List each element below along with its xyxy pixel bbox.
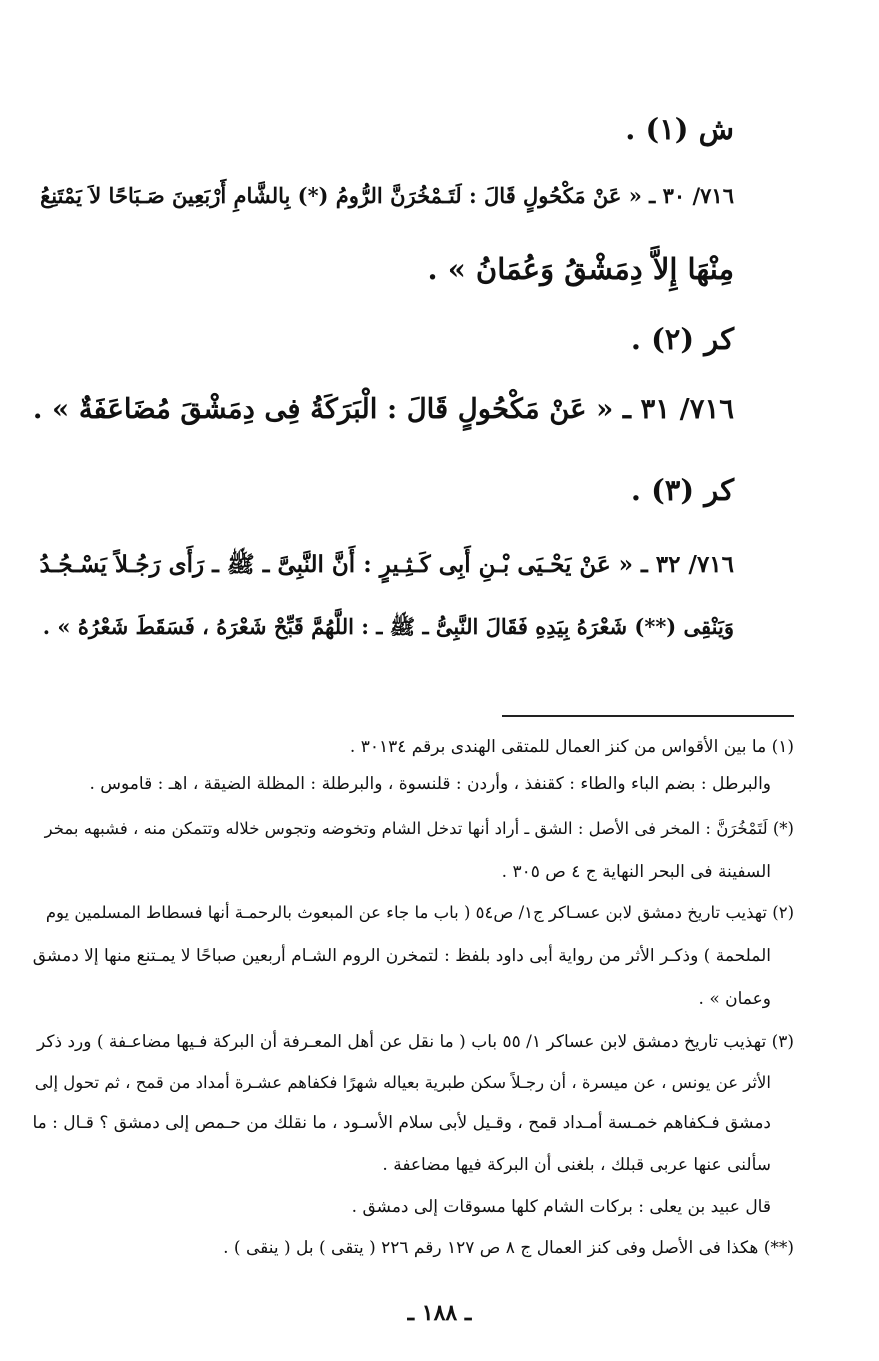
footnote-3-line-1: (٣) تهذيب تاريخ دمشق لابن عساكر ١/ ٥٥ باب ( ما نقل عن أهل المعـرفة أن البركة فـيها مضاعـفة ) ورد ذكر — [37, 1032, 794, 1052]
footnote-2-line-1: (٢) تهذيب تاريخ دمشق لابن عسـاكر ج١/ ص٥٤ ( باب ما جاء عن المبعوث بالرحمـة أنها فسطاط المسلمين يوم — [45, 903, 794, 922]
reference-line-1: ش (١) . — [625, 112, 734, 146]
hadith-32-line-1: ٧١٦/ ٣٢ ـ « عَنْ يَحْـيَى بْـنِ أَبِى كَـثِـيرٍ : أَنَّ النَّبِىَّ ـ ﷺ ـ رَأَى رَجُـلاً يَسْـجُـدُ — [39, 551, 734, 578]
footnote-1-continuation: والبرطل : بضم الباء والطاء : كقنفذ ، وأردن : قلنسوة ، والبرطلة : المظلة الضيقة ، اهـ : قاموس . — [89, 774, 771, 794]
footnote-1: (١) ما بين الأقواس من كنز العمال للمتقى الهندى برقم ٣٠١٣٤ . — [349, 737, 794, 757]
page-number: ـ ١٨٨ ـ — [407, 1300, 472, 1326]
footnote-3-line-3: دمشق فـكفاهم خمـسة أمـداد قمح ، وقـيل لأبى سلام الأسـود ، ما نقلك من حـمص إلى دمشق ؟ قـال : ما — [32, 1113, 771, 1133]
footnote-3-line-5: قال عبيد بن يعلى : بركات الشام كلها مسوقات إلى دمشق . — [351, 1197, 771, 1217]
hadith-32-line-2: وَيَنْقِى (**) شَعْرَهُ بِيَدِهِ فَقَالَ النَّبِىُّ ـ ﷺ ـ : اللَّهُمَّ قَبِّحْ شَعْرَهُ ، فَسَقَطَ شَعْرُهُ » . — [42, 614, 734, 639]
hadith-30-line-2: مِنْهَا إِلاَّ دِمَشْقُ وَعُمَانُ » . — [427, 252, 734, 286]
reference-line-3: كر (٣) . — [630, 473, 734, 507]
reference-line-2: كر (٢) . — [630, 322, 734, 356]
hadith-31-line-1: ٧١٦/ ٣١ ـ « عَنْ مَكْحُولٍ قَالَ : الْبَرَكَةُ فِى دِمَشْقَ مُضَاعَفَةٌ » . — [32, 393, 734, 425]
footnote-star-line-1: (*) لَتَمْخُرَنَّ : المخر فى الأصل : الشق ـ أراد أنها تدخل الشام وتخوضه وتجوس خلاله وتتمكن منه ، فشبهه بمخر — [44, 819, 794, 838]
footnote-3-line-4: سألنى عنها عربى قبلك ، بلغنى أن البركة فيها مضاعفة . — [382, 1155, 771, 1175]
footnote-2-line-2: الملحمة ) وذكـر الأثر من رواية أبى داود بلفظ : لتمخرن الروم الشـام أربعين صباحًا لا يمـتنع منها إلا دمشق — [32, 946, 771, 966]
footnote-separator — [502, 715, 794, 717]
footnote-3-line-2: الأثر عن يونس ، عن ميسرة ، أن رجـلاً سكن طبرية بعياله شهرًا فكفاهم عشـرة أمداد من قمح ، ثم تحول إلى — [34, 1073, 771, 1092]
footnote-double-star: (**) هكذا فى الأصل وفى كنز العمال ج ٨ ص ١٢٧ رقم ٢٢٦ ( يتقى ) بل ( ينقى ) . — [223, 1238, 794, 1258]
hadith-30-line-1: ٧١٦/ ٣٠ ـ « عَنْ مَكْحُولٍ قَالَ : لَتَـمْخُرَنَّ الرُّومُ (*) بِالشَّامِ أَرْبَعِينَ صَـبَاحًا لاَ يَمْتَنِعُ — [40, 183, 734, 208]
footnote-star-line-2: السفينة فى البحر النهاية ج ٤ ص ٣٠٥ . — [501, 862, 771, 882]
footnote-2-line-3: وعمان » . — [698, 989, 771, 1009]
